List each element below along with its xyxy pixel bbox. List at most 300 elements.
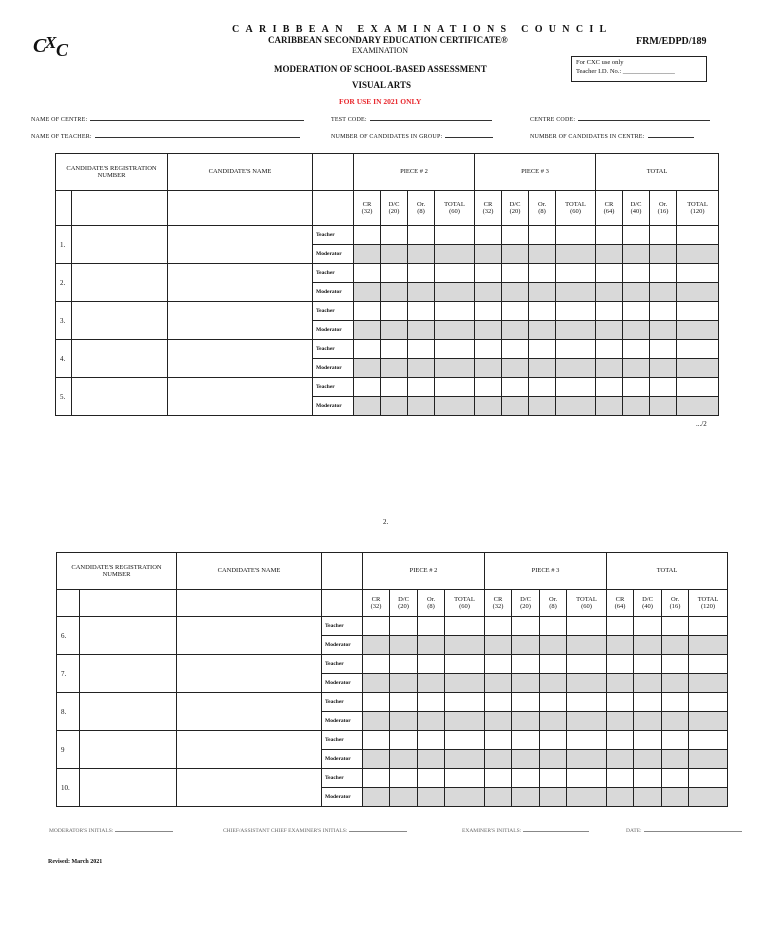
teacher-score-cell[interactable] (529, 302, 556, 321)
moderator-score-cell[interactable] (408, 321, 435, 340)
teacher-score-cell[interactable] (607, 731, 634, 750)
moderator-score-cell[interactable] (418, 674, 445, 693)
registration-number-cell[interactable] (80, 693, 177, 731)
moderator-score-cell[interactable] (567, 636, 607, 655)
teacher-score-cell[interactable] (435, 378, 475, 397)
moderator-score-cell[interactable] (475, 359, 502, 378)
teacher-score-cell[interactable] (354, 378, 381, 397)
registration-number-cell[interactable] (72, 264, 168, 302)
candidates-in-centre-field[interactable] (530, 131, 694, 140)
moderator-score-cell[interactable] (485, 636, 512, 655)
teacher-score-cell[interactable] (502, 226, 529, 245)
teacher-label: Teacher (313, 264, 354, 283)
moderator-score-cell[interactable] (607, 712, 634, 731)
teacher-score-cell[interactable] (596, 302, 623, 321)
teacher-score-cell[interactable] (445, 693, 485, 712)
moderator-score-cell[interactable] (634, 712, 662, 731)
moderator-label: Moderator (313, 245, 354, 264)
moderator-score-cell[interactable] (445, 712, 485, 731)
registration-number-cell[interactable] (72, 340, 168, 378)
moderator-score-cell[interactable] (381, 321, 408, 340)
moderator-score-cell[interactable] (418, 750, 445, 769)
centre-code-field[interactable] (530, 114, 710, 123)
teacher-score-cell[interactable] (540, 731, 567, 750)
moderator-score-cell[interactable] (607, 750, 634, 769)
teacher-score-cell[interactable] (607, 769, 634, 788)
teacher-score-cell[interactable] (475, 378, 502, 397)
teacher-score-cell[interactable] (390, 693, 418, 712)
moderator-score-cell[interactable] (512, 674, 540, 693)
moderator-score-cell[interactable] (607, 674, 634, 693)
teacher-score-cell[interactable] (529, 264, 556, 283)
moderator-score-cell[interactable] (662, 788, 689, 807)
moderator-score-cell[interactable] (556, 283, 596, 302)
moderator-score-cell[interactable] (390, 788, 418, 807)
teacher-score-cell[interactable] (502, 302, 529, 321)
moderator-score-cell[interactable] (354, 283, 381, 302)
moderator-score-cell[interactable] (390, 712, 418, 731)
reg-number-header: CANDIDATE'S REGISTRATION NUMBER (57, 553, 177, 590)
teacher-score-cell[interactable] (689, 693, 728, 712)
teacher-score-cell[interactable] (408, 302, 435, 321)
moderator-score-cell[interactable] (485, 750, 512, 769)
revision-note: Revised: March 2021 (48, 859, 103, 865)
teacher-score-cell[interactable] (485, 617, 512, 636)
moderator-score-cell[interactable] (540, 788, 567, 807)
teacher-score-cell[interactable] (354, 302, 381, 321)
teacher-score-cell[interactable] (634, 655, 662, 674)
centre-name-field[interactable] (31, 114, 304, 123)
registration-number-cell[interactable] (72, 378, 168, 416)
moderator-initials-field[interactable] (49, 826, 173, 834)
teacher-score-cell[interactable] (556, 302, 596, 321)
teacher-score-cell[interactable] (445, 617, 485, 636)
candidate-name-cell[interactable] (168, 264, 313, 302)
teacher-score-cell[interactable] (485, 731, 512, 750)
moderator-score-cell[interactable] (677, 245, 719, 264)
moderator-score-cell[interactable] (662, 712, 689, 731)
moderator-score-cell[interactable] (363, 636, 390, 655)
teacher-score-cell[interactable] (689, 617, 728, 636)
teacher-score-cell[interactable] (596, 264, 623, 283)
teacher-score-cell[interactable] (418, 769, 445, 788)
moderator-score-cell[interactable] (381, 397, 408, 416)
teacher-score-cell[interactable] (363, 693, 390, 712)
teacher-score-cell[interactable] (689, 655, 728, 674)
teacher-score-cell[interactable] (650, 340, 677, 359)
candidate-name-cell[interactable] (168, 226, 313, 264)
moderator-score-cell[interactable] (435, 245, 475, 264)
moderator-score-cell[interactable] (529, 397, 556, 416)
teacher-score-cell[interactable] (475, 264, 502, 283)
moderator-score-cell[interactable] (445, 788, 485, 807)
teacher-score-cell[interactable] (623, 340, 650, 359)
chief-examiner-initials-field[interactable] (223, 826, 407, 834)
moderator-score-cell[interactable] (556, 321, 596, 340)
teacher-score-cell[interactable] (529, 340, 556, 359)
teacher-label: Teacher (313, 340, 354, 359)
moderator-score-cell[interactable] (689, 788, 728, 807)
moderator-score-cell[interactable] (540, 636, 567, 655)
teacher-score-cell[interactable] (567, 731, 607, 750)
teacher-score-cell[interactable] (354, 340, 381, 359)
moderator-score-cell[interactable] (623, 321, 650, 340)
moderator-score-cell[interactable] (445, 750, 485, 769)
moderator-score-cell[interactable] (650, 283, 677, 302)
moderator-score-cell[interactable] (363, 788, 390, 807)
moderator-score-cell[interactable] (607, 788, 634, 807)
moderator-score-cell[interactable] (390, 750, 418, 769)
moderator-score-cell[interactable] (607, 636, 634, 655)
moderator-score-cell[interactable] (567, 750, 607, 769)
subheader-total-0: CR (64) (596, 191, 623, 226)
teacher-score-cell[interactable] (390, 769, 418, 788)
subheader-piece3-1: D/C (20) (502, 191, 529, 226)
moderator-score-cell[interactable] (475, 321, 502, 340)
teacher-score-cell[interactable] (567, 769, 607, 788)
moderator-score-cell[interactable] (390, 674, 418, 693)
moderator-score-cell[interactable] (512, 788, 540, 807)
teacher-score-cell[interactable] (435, 302, 475, 321)
date-field[interactable] (626, 826, 742, 834)
page-number: 2. (383, 518, 389, 526)
teacher-score-cell[interactable] (596, 340, 623, 359)
teacher-score-cell[interactable] (512, 731, 540, 750)
piece3-header: PIECE # 3 (475, 154, 596, 191)
moderator-score-cell[interactable] (677, 359, 719, 378)
candidate-name-cell[interactable] (177, 769, 322, 807)
teacher-score-cell[interactable] (381, 378, 408, 397)
teacher-score-cell[interactable] (556, 378, 596, 397)
moderator-score-cell[interactable] (354, 321, 381, 340)
examiner-initials-label: EXAMINER'S INITIALS: (462, 828, 522, 834)
subheader-piece2-3: TOTAL (60) (435, 191, 475, 226)
moderator-score-cell[interactable] (623, 245, 650, 264)
moderator-score-cell[interactable] (390, 636, 418, 655)
teacher-score-cell[interactable] (596, 378, 623, 397)
form-code: FRM/EDPD/189 (636, 36, 707, 47)
moderator-score-cell[interactable] (662, 750, 689, 769)
piece3-header: PIECE # 3 (485, 553, 607, 590)
usage-notice: FOR USE IN 2021 ONLY (339, 97, 422, 106)
teacher-score-cell[interactable] (390, 655, 418, 674)
examiner-initials-field[interactable] (462, 826, 589, 834)
teacher-score-cell[interactable] (662, 617, 689, 636)
moderator-score-cell[interactable] (677, 321, 719, 340)
moderator-score-cell[interactable] (485, 712, 512, 731)
teacher-score-cell[interactable] (529, 378, 556, 397)
teacher-score-cell[interactable] (634, 731, 662, 750)
moderator-score-cell[interactable] (689, 712, 728, 731)
teacher-score-cell[interactable] (567, 655, 607, 674)
teacher-score-cell[interactable] (689, 731, 728, 750)
teacher-score-cell[interactable] (381, 340, 408, 359)
registration-number-cell[interactable] (72, 226, 168, 264)
teacher-score-cell[interactable] (485, 693, 512, 712)
teacher-score-cell[interactable] (623, 264, 650, 283)
teacher-score-cell[interactable] (485, 655, 512, 674)
moderator-score-cell[interactable] (502, 245, 529, 264)
moderator-score-cell[interactable] (435, 283, 475, 302)
moderator-score-cell[interactable] (529, 321, 556, 340)
moderator-score-cell[interactable] (363, 750, 390, 769)
teacher-score-cell[interactable] (567, 693, 607, 712)
moderator-score-cell[interactable] (354, 397, 381, 416)
teacher-score-cell[interactable] (634, 693, 662, 712)
teacher-score-cell[interactable] (381, 264, 408, 283)
moderator-score-cell[interactable] (634, 674, 662, 693)
teacher-score-cell[interactable] (390, 731, 418, 750)
moderator-score-cell[interactable] (381, 283, 408, 302)
subheader-piece2-0: CR (32) (363, 590, 390, 617)
teacher-score-cell[interactable] (512, 693, 540, 712)
teacher-score-cell[interactable] (556, 226, 596, 245)
moderator-score-cell[interactable] (529, 245, 556, 264)
teacher-score-cell[interactable] (540, 693, 567, 712)
teacher-score-cell[interactable] (363, 769, 390, 788)
subheader-piece3-2: Or. (8) (540, 590, 567, 617)
registration-number-cell[interactable] (80, 769, 177, 807)
moderator-score-cell[interactable] (634, 750, 662, 769)
teacher-score-cell[interactable] (512, 655, 540, 674)
teacher-score-cell[interactable] (363, 617, 390, 636)
teacher-score-cell[interactable] (623, 302, 650, 321)
teacher-score-cell[interactable] (381, 302, 408, 321)
teacher-score-cell[interactable] (689, 769, 728, 788)
candidate-name-cell[interactable] (177, 693, 322, 731)
moderator-score-cell[interactable] (689, 750, 728, 769)
moderator-score-cell[interactable] (567, 788, 607, 807)
teacher-name-field[interactable] (31, 131, 300, 140)
moderator-score-cell[interactable] (408, 359, 435, 378)
cxc-box-teacher-id: Teacher I.D. No.: ________________ (576, 68, 675, 75)
moderator-score-cell[interactable] (623, 283, 650, 302)
centre-name-label: NAME OF CENTRE: (31, 117, 88, 123)
teacher-score-cell[interactable] (502, 378, 529, 397)
moderator-score-cell[interactable] (475, 397, 502, 416)
moderator-score-cell[interactable] (475, 245, 502, 264)
moderator-score-cell[interactable] (529, 359, 556, 378)
moderator-score-cell[interactable] (556, 245, 596, 264)
moderator-score-cell[interactable] (408, 283, 435, 302)
teacher-score-cell[interactable] (512, 769, 540, 788)
moderator-score-cell[interactable] (445, 674, 485, 693)
candidate-name-cell[interactable] (177, 655, 322, 693)
teacher-score-cell[interactable] (634, 617, 662, 636)
moderator-score-cell[interactable] (502, 397, 529, 416)
test-code-field[interactable] (331, 114, 492, 123)
teacher-score-cell[interactable] (623, 226, 650, 245)
chief-examiner-initials-label: CHIEF/ASSISTANT CHIEF EXAMINER'S INITIALS: (223, 828, 348, 834)
moderator-score-cell[interactable] (363, 674, 390, 693)
moderator-score-cell[interactable] (650, 359, 677, 378)
teacher-score-cell[interactable] (677, 302, 719, 321)
moderator-score-cell[interactable] (435, 359, 475, 378)
moderator-score-cell[interactable] (381, 245, 408, 264)
row-number: 7. (57, 655, 80, 693)
moderator-score-cell[interactable] (662, 636, 689, 655)
teacher-score-cell[interactable] (408, 340, 435, 359)
teacher-score-cell[interactable] (662, 655, 689, 674)
moderator-score-cell[interactable] (418, 636, 445, 655)
teacher-score-cell[interactable] (502, 264, 529, 283)
registration-number-cell[interactable] (72, 302, 168, 340)
moderator-score-cell[interactable] (485, 674, 512, 693)
moderator-score-cell[interactable] (650, 245, 677, 264)
moderator-score-cell[interactable] (435, 321, 475, 340)
teacher-score-cell[interactable] (363, 655, 390, 674)
moderator-score-cell[interactable] (540, 750, 567, 769)
moderator-score-cell[interactable] (475, 283, 502, 302)
moderator-score-cell[interactable] (540, 674, 567, 693)
moderator-score-cell[interactable] (677, 283, 719, 302)
teacher-score-cell[interactable] (623, 378, 650, 397)
teacher-score-cell[interactable] (650, 264, 677, 283)
teacher-score-cell[interactable] (435, 340, 475, 359)
teacher-score-cell[interactable] (677, 340, 719, 359)
moderator-score-cell[interactable] (408, 245, 435, 264)
subheader-piece3-1: D/C (20) (512, 590, 540, 617)
teacher-score-cell[interactable] (363, 731, 390, 750)
moderator-score-cell[interactable] (650, 397, 677, 416)
moderator-score-cell[interactable] (502, 321, 529, 340)
moderator-score-cell[interactable] (408, 397, 435, 416)
teacher-score-cell[interactable] (418, 731, 445, 750)
teacher-score-cell[interactable] (607, 693, 634, 712)
moderator-score-cell[interactable] (634, 636, 662, 655)
moderator-score-cell[interactable] (567, 712, 607, 731)
moderator-score-cell[interactable] (381, 359, 408, 378)
teacher-score-cell[interactable] (408, 226, 435, 245)
moderator-score-cell[interactable] (512, 712, 540, 731)
candidate-name-cell[interactable] (177, 617, 322, 655)
moderator-score-cell[interactable] (540, 712, 567, 731)
teacher-score-cell[interactable] (408, 378, 435, 397)
moderator-score-cell[interactable] (418, 788, 445, 807)
moderator-score-cell[interactable] (677, 397, 719, 416)
teacher-label: Teacher (322, 617, 363, 636)
teacher-label: Teacher (313, 378, 354, 397)
teacher-label: Teacher (322, 693, 363, 712)
teacher-score-cell[interactable] (540, 655, 567, 674)
moderator-score-cell[interactable] (689, 674, 728, 693)
teacher-score-cell[interactable] (354, 226, 381, 245)
moderator-score-cell[interactable] (556, 397, 596, 416)
teacher-score-cell[interactable] (607, 655, 634, 674)
teacher-score-cell[interactable] (445, 769, 485, 788)
teacher-score-cell[interactable] (677, 378, 719, 397)
teacher-score-cell[interactable] (435, 226, 475, 245)
teacher-score-cell[interactable] (662, 769, 689, 788)
teacher-score-cell[interactable] (650, 302, 677, 321)
teacher-score-cell[interactable] (662, 693, 689, 712)
moderator-score-cell[interactable] (634, 788, 662, 807)
moderator-score-cell[interactable] (502, 283, 529, 302)
subheader-total-3: TOTAL (120) (689, 590, 728, 617)
moderator-score-cell[interactable] (512, 750, 540, 769)
moderator-score-cell[interactable] (650, 321, 677, 340)
subheader-piece3-2: Or. (8) (529, 191, 556, 226)
candidate-name-cell[interactable] (168, 378, 313, 416)
moderator-score-cell[interactable] (623, 359, 650, 378)
moderator-score-cell[interactable] (567, 674, 607, 693)
moderator-score-cell[interactable] (354, 245, 381, 264)
teacher-score-cell[interactable] (556, 340, 596, 359)
teacher-score-cell[interactable] (445, 655, 485, 674)
moderator-score-cell[interactable] (689, 636, 728, 655)
moderator-score-cell[interactable] (512, 636, 540, 655)
moderator-label: Moderator (313, 397, 354, 416)
moderator-score-cell[interactable] (596, 397, 623, 416)
teacher-score-cell[interactable] (634, 769, 662, 788)
teacher-score-cell[interactable] (662, 731, 689, 750)
moderator-score-cell[interactable] (502, 359, 529, 378)
candidate-name-cell[interactable] (168, 340, 313, 378)
moderator-score-cell[interactable] (596, 321, 623, 340)
registration-number-cell[interactable] (80, 731, 177, 769)
blank-header (322, 553, 363, 590)
moderator-score-cell[interactable] (445, 636, 485, 655)
teacher-score-cell[interactable] (354, 264, 381, 283)
teacher-score-cell[interactable] (408, 264, 435, 283)
registration-number-cell[interactable] (80, 655, 177, 693)
teacher-score-cell[interactable] (435, 264, 475, 283)
candidates-in-group-field[interactable] (331, 131, 493, 140)
moderator-score-cell[interactable] (596, 283, 623, 302)
teacher-score-cell[interactable] (650, 226, 677, 245)
teacher-score-cell[interactable] (512, 617, 540, 636)
teacher-score-cell[interactable] (607, 617, 634, 636)
teacher-score-cell[interactable] (540, 769, 567, 788)
moderator-score-cell[interactable] (485, 788, 512, 807)
teacher-score-cell[interactable] (596, 226, 623, 245)
moderator-score-cell[interactable] (556, 359, 596, 378)
moderator-score-cell[interactable] (363, 712, 390, 731)
teacher-score-cell[interactable] (418, 693, 445, 712)
candidate-name-cell[interactable] (168, 302, 313, 340)
subheader-total-0: CR (64) (607, 590, 634, 617)
moderator-score-cell[interactable] (662, 674, 689, 693)
teacher-score-cell[interactable] (556, 264, 596, 283)
teacher-score-cell[interactable] (475, 340, 502, 359)
moderator-score-cell[interactable] (418, 712, 445, 731)
teacher-score-cell[interactable] (475, 302, 502, 321)
moderator-score-cell[interactable] (623, 397, 650, 416)
teacher-score-cell[interactable] (529, 226, 556, 245)
subheader-piece3-0: CR (32) (485, 590, 512, 617)
teacher-score-cell[interactable] (502, 340, 529, 359)
teacher-score-cell[interactable] (445, 731, 485, 750)
teacher-score-cell[interactable] (390, 617, 418, 636)
moderator-score-cell[interactable] (529, 283, 556, 302)
moderator-score-cell[interactable] (596, 359, 623, 378)
teacher-score-cell[interactable] (418, 655, 445, 674)
teacher-score-cell[interactable] (567, 617, 607, 636)
teacher-score-cell[interactable] (650, 378, 677, 397)
registration-number-cell[interactable] (80, 617, 177, 655)
teacher-score-cell[interactable] (475, 226, 502, 245)
teacher-score-cell[interactable] (677, 226, 719, 245)
teacher-score-cell[interactable] (677, 264, 719, 283)
teacher-score-cell[interactable] (418, 617, 445, 636)
teacher-score-cell[interactable] (381, 226, 408, 245)
moderator-score-cell[interactable] (435, 397, 475, 416)
teacher-score-cell[interactable] (540, 617, 567, 636)
moderator-score-cell[interactable] (354, 359, 381, 378)
candidate-name-cell[interactable] (177, 731, 322, 769)
moderator-score-cell[interactable] (596, 245, 623, 264)
teacher-score-cell[interactable] (485, 769, 512, 788)
